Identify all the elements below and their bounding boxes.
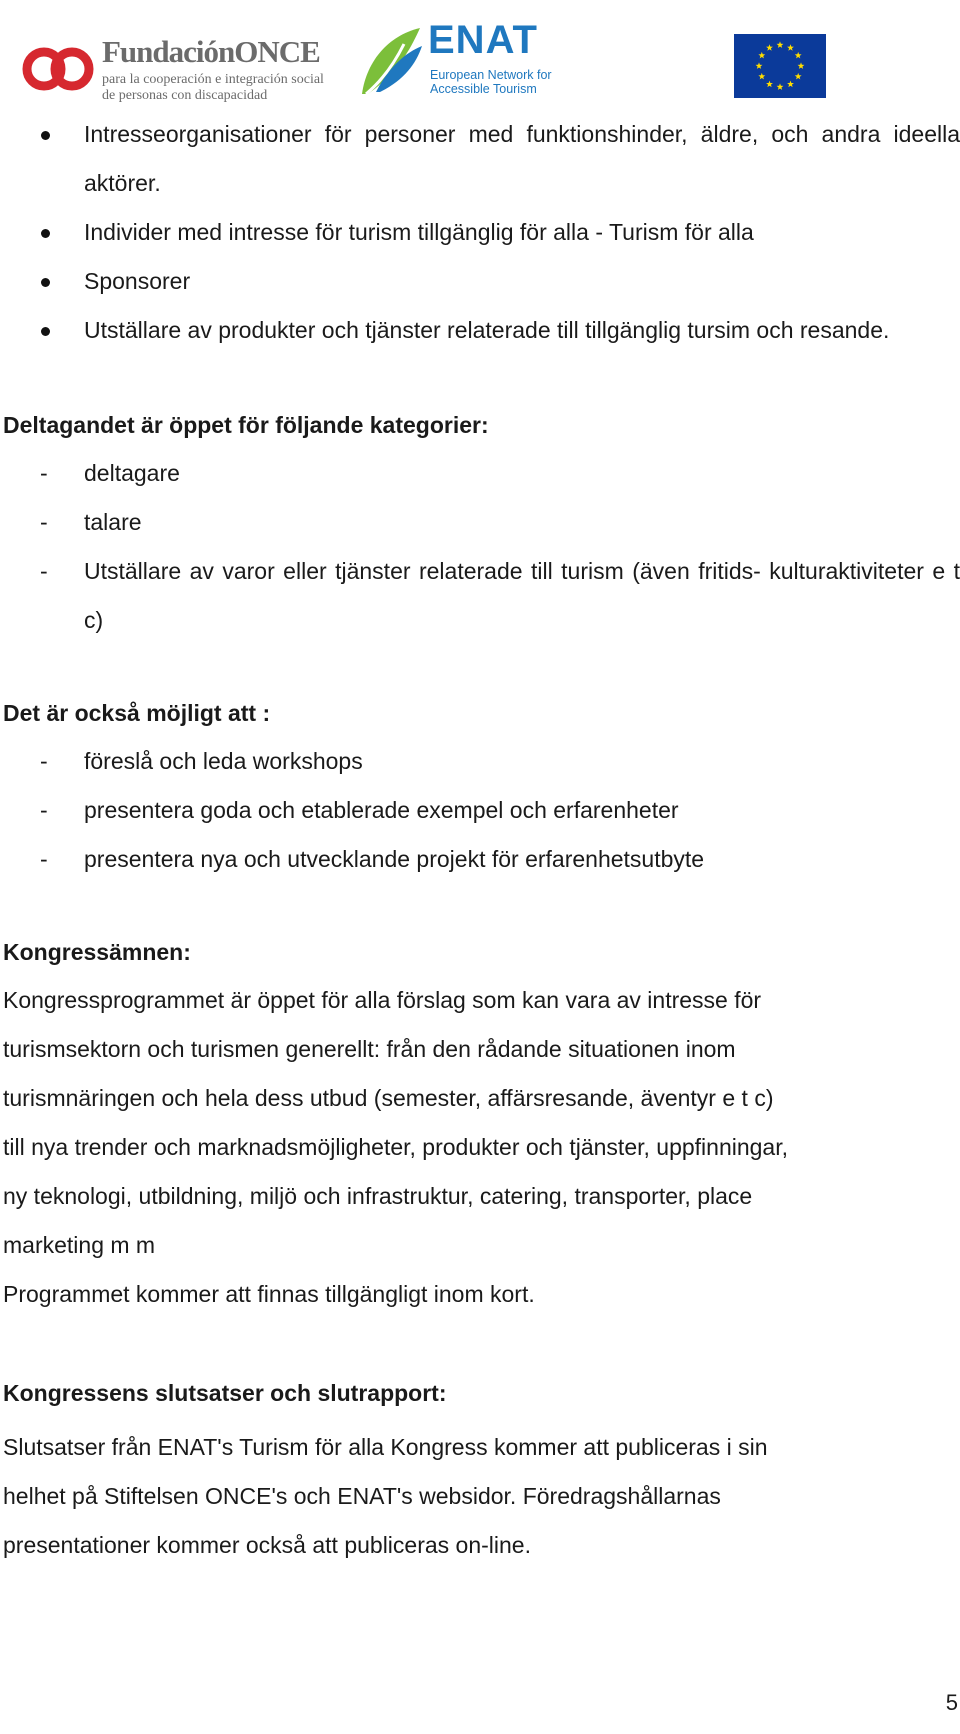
topics-paragraph	[0, 976, 960, 1319]
fundacion-once-logo	[22, 32, 324, 104]
enat-tagline-line1: European Network for	[430, 68, 552, 82]
paragraph-line: Slutsatser från ENAT's Turism för alla Kongress kommer att publiceras i sin	[3, 1434, 768, 1460]
list-item: - presentera goda och etablerade exempel och erfarenheter	[40, 797, 679, 823]
possible-heading: Det är också möjligt att :	[3, 700, 271, 726]
paragraph-line: Kongressprogrammet är öppet för alla förslag som kan vara av intresse för	[3, 987, 762, 1013]
topics-heading: Kongressämnen:	[3, 939, 191, 965]
participation-list	[0, 449, 960, 645]
list-item: Individer med intresse för turism tillgänglig för alla - Turism för alla	[0, 208, 960, 257]
enat-name: ENAT	[428, 18, 538, 62]
paragraph-line: turismnäringen och hela dess utbud (semester, affärsresande, äventyr e t c)	[3, 1085, 774, 1111]
enat-leaf-icon	[358, 24, 426, 98]
list-item: - talare	[40, 509, 142, 535]
page-number: 5	[945, 1690, 958, 1715]
paragraph-line: ny teknologi, utbildning, miljö och infrastruktur, catering, transporter, place	[3, 1183, 753, 1209]
participation-heading: Deltagandet är öppet för följande kategorier:	[3, 412, 489, 438]
page-header	[0, 0, 960, 110]
enat-logo	[358, 18, 598, 104]
paragraph-line: marketing m m	[3, 1232, 156, 1258]
bullet-icon	[41, 327, 50, 336]
bullet-icon	[41, 131, 50, 140]
bullet-icon	[41, 229, 50, 238]
conclusions-paragraph	[0, 1423, 960, 1570]
possible-list	[0, 737, 960, 884]
once-rings-icon	[22, 36, 98, 102]
paragraph-line: till nya trender och marknadsmöjligheter, produkter och tjänster, uppfinningar,	[3, 1134, 788, 1160]
list-item: - presentera nya och utvecklande projekt för erfarenhetsutbyte	[40, 846, 705, 872]
page-content	[0, 110, 960, 1570]
list-item: Utställare av produkter och tjänster relaterade till tillgänglig tursim och resande.	[0, 306, 960, 355]
conclusions-heading: Kongressens slutsatser och slutrapport:	[3, 1380, 447, 1406]
enat-tagline-line2: Accessible Tourism	[430, 82, 537, 96]
list-item: Sponsorer	[0, 257, 960, 306]
paragraph-line: Programmet kommer att finnas tillgängligt inom kort.	[3, 1281, 535, 1307]
eu-flag-icon	[734, 34, 826, 98]
paragraph-line: turismsektorn och turismen generellt: från den rådande situationen inom	[3, 1036, 736, 1062]
audience-bullet-list	[0, 110, 960, 355]
bullet-icon	[41, 278, 50, 287]
paragraph-line: presentationer kommer också att publiceras on-line.	[3, 1532, 531, 1558]
list-item: - deltagare	[40, 460, 180, 486]
list-item: - föreslå och leda workshops	[40, 748, 363, 774]
list-item: - Utställare av varor eller tjänster relaterade till turism (även fritids- kulturaktiviteter e t c)	[40, 558, 960, 633]
list-item: Intresseorganisationer för personer med funktionshinder, äldre, och andra ideella aktörer.	[0, 110, 960, 208]
once-subtitle-line1: para la cooperación e integración social	[102, 72, 324, 87]
once-subtitle-line2: de personas con discapacidad	[102, 88, 268, 103]
paragraph-line: helhet på Stiftelsen ONCE's och ENAT's websidor. Föredragshållarnas	[3, 1483, 721, 1509]
once-name: FundaciónONCE	[102, 34, 320, 69]
